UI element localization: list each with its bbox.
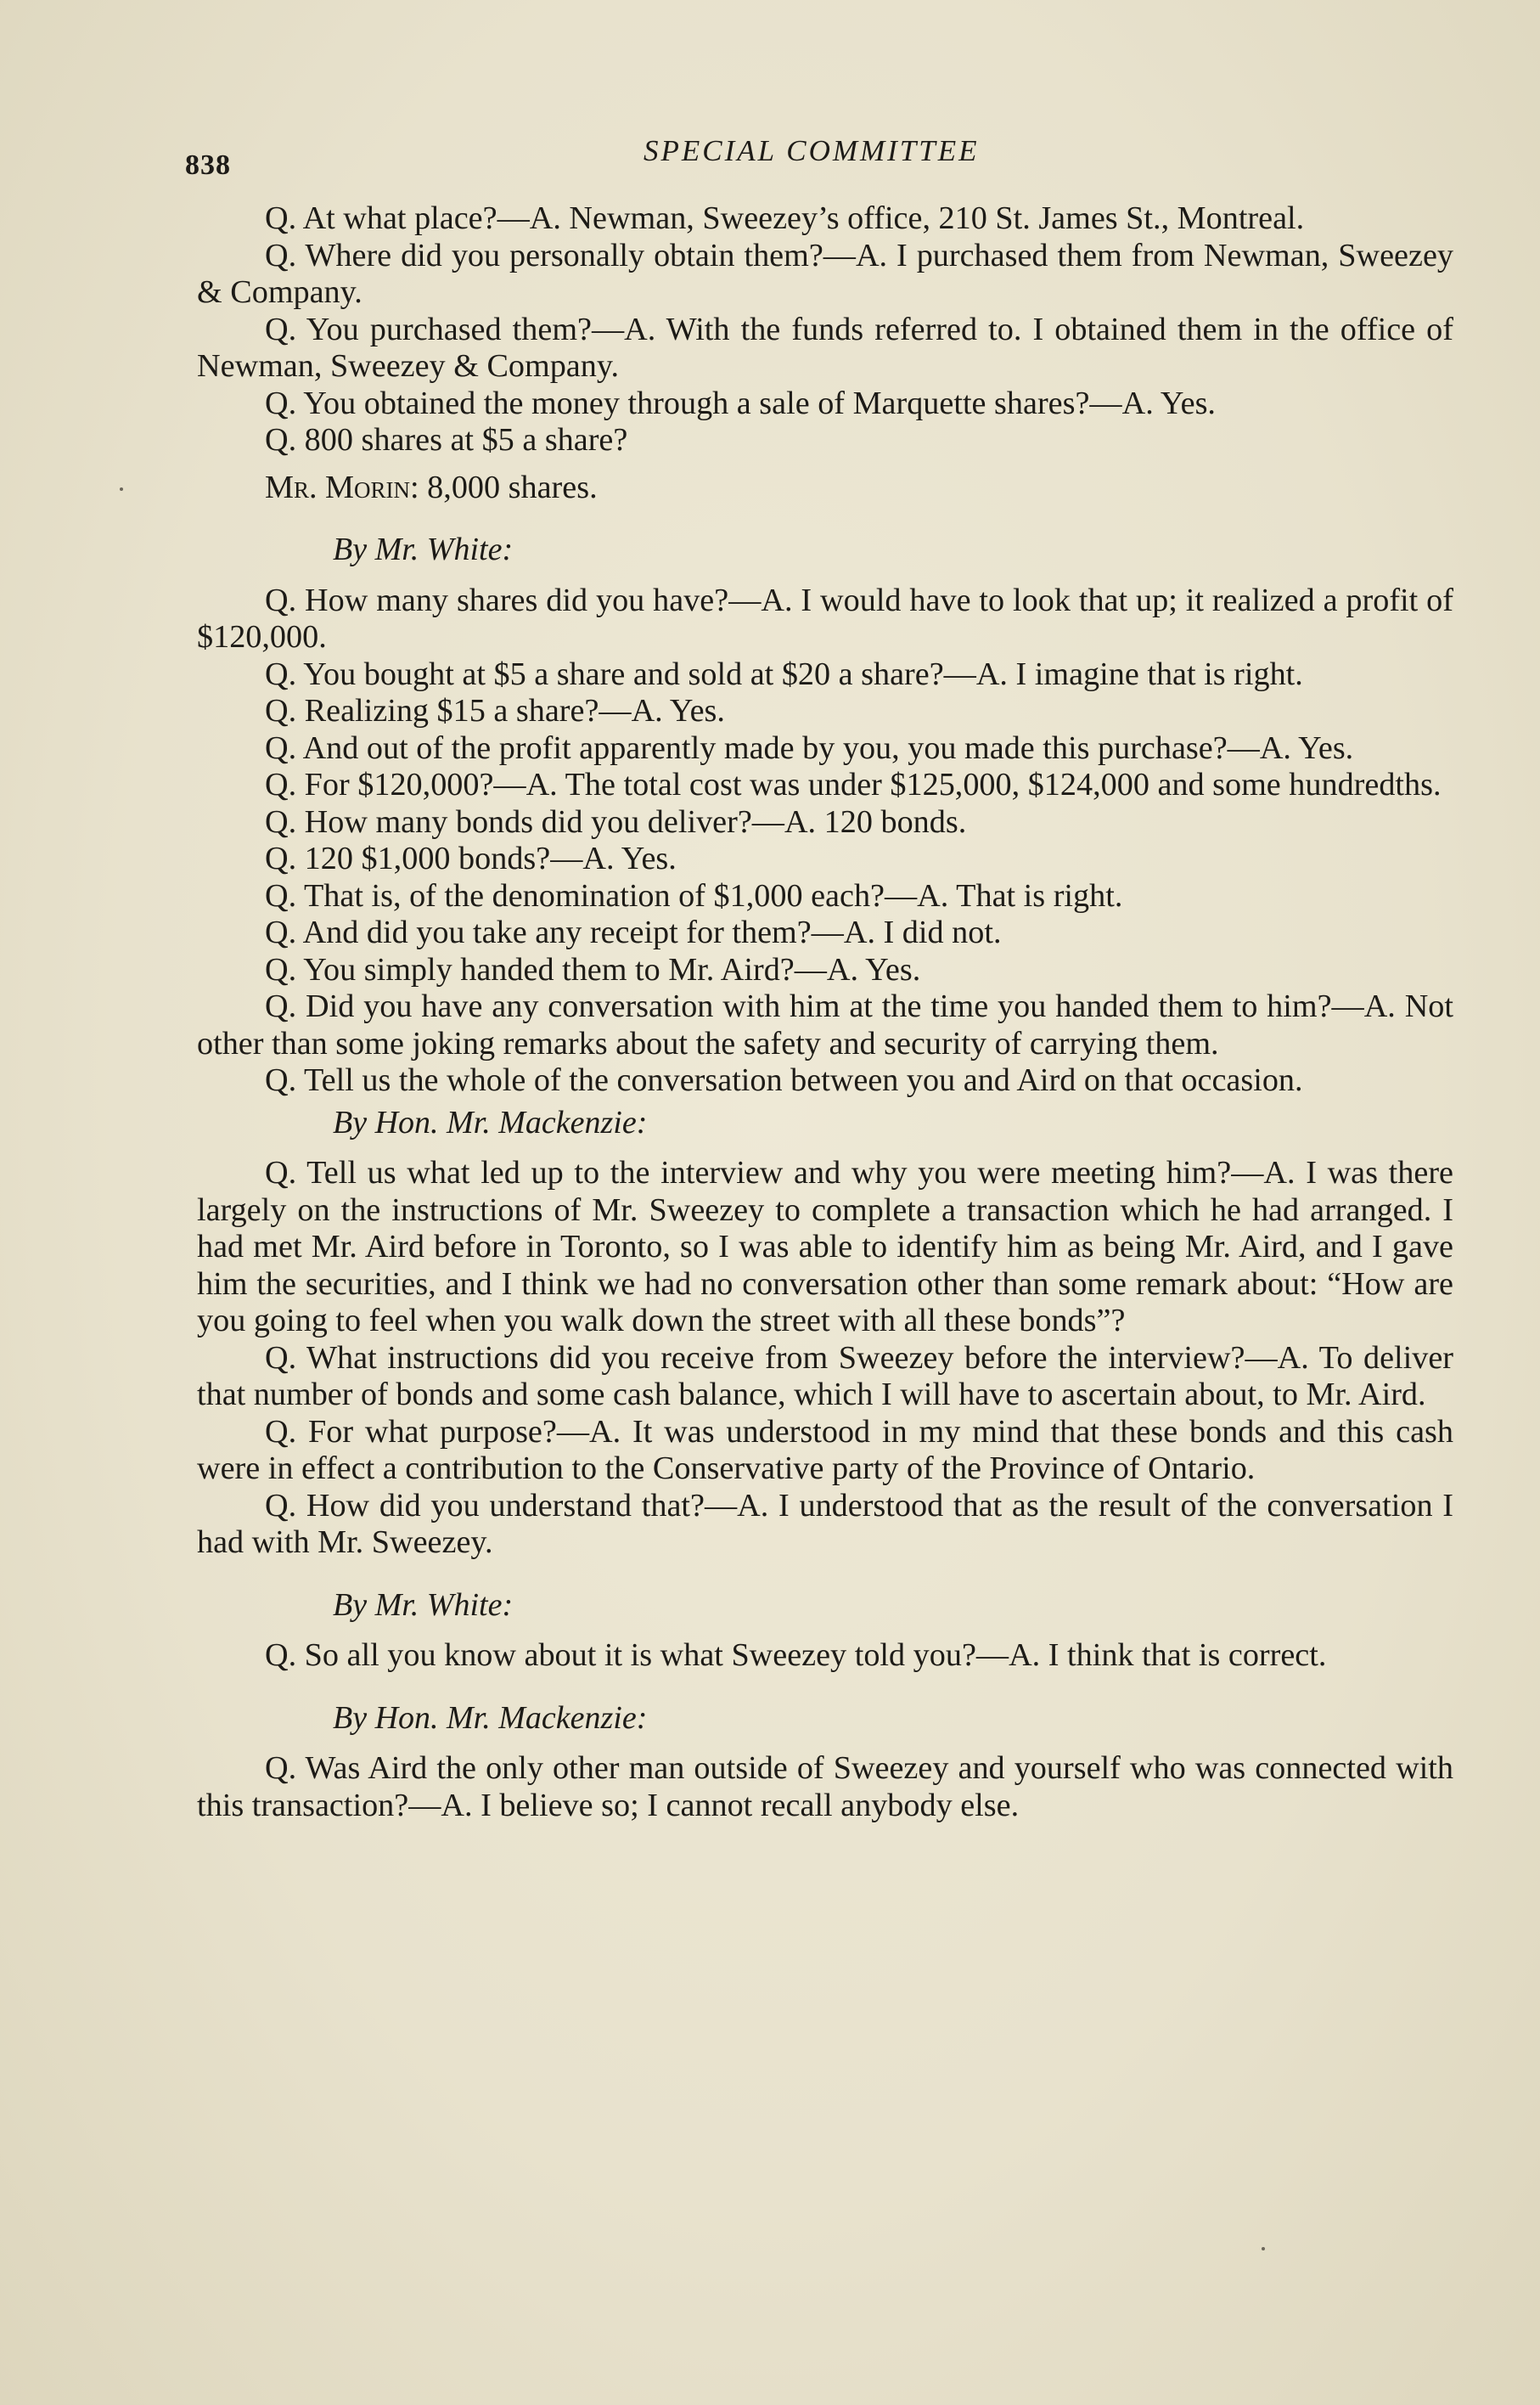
paragraph: Q. Was Aird the only other man outside of Sweezey and yourself who was connected with this transaction?—A. I believe so; I cannot recall anybody else.: [197, 1750, 1453, 1823]
paragraph: Q. You purchased them?—A. With the funds referred to. I obtained them in the office of Newman, Sweezey & Company.: [197, 311, 1453, 384]
paragraph: Q. And out of the profit apparently made by you, you made this purchase?—A. Yes.: [265, 729, 1354, 766]
examiner-heading: By Hon. Mr. Mackenzie:: [333, 1104, 648, 1141]
speaker-statement: [197, 470, 1453, 507]
speaker-text: 8,000 shares.: [427, 469, 598, 505]
paragraph: Q. Where did you personally obtain them?—A. I purchased them from Newman, Sweezey & Company.: [197, 237, 1453, 310]
paragraph: Q. At what place?—A. Newman, Sweezey’s office, 210 St. James St., Montreal.: [265, 200, 1305, 236]
paragraph: Q. Did you have any conversation with him at the time you handed them to him?—A. Not other than some joking remarks about the safety and security of carrying them.: [197, 988, 1453, 1062]
examiner-heading: By Hon. Mr. Mackenzie:: [333, 1699, 648, 1736]
paragraph: Q. How did you understand that?—A. I understood that as the result of the conversation I had with Mr. Sweezey.: [197, 1487, 1453, 1560]
paragraph: Q. So all you know about it is what Sweezey told you?—A. I think that is correct.: [265, 1637, 1327, 1673]
paragraph: Q. For $120,000?—A. The total cost was under $125,000, $124,000 and some hundredths.: [265, 767, 1442, 803]
examiner-heading: By Mr. White:: [333, 532, 514, 567]
paper-speck: [1262, 2247, 1265, 2250]
speaker-name: Mr. Morin:: [265, 469, 419, 505]
paragraph: Q. Realizing $15 a share?—A. Yes.: [265, 693, 725, 729]
paragraph: Q. For what purpose?—A. It was understood in my mind that these bonds and this cash were in effect a contribution to the Conservative party of the Province of Ontario.: [197, 1413, 1453, 1486]
page-number: 838: [185, 149, 231, 181]
paper-speck: [120, 487, 123, 491]
paragraph: Q. 800 shares at $5 a share?: [265, 422, 628, 458]
paragraph: Q. You simply handed them to Mr. Aird?—A. Yes.: [265, 951, 921, 988]
paragraph: Q. You bought at $5 a share and sold at $20 a share?—A. I imagine that is right.: [265, 656, 1303, 692]
running-head: SPECIAL COMMITTEE: [644, 134, 980, 167]
page-header: [185, 134, 1459, 181]
paragraph: Q. You obtained the money through a sale of Marquette shares?—A. Yes.: [265, 385, 1216, 421]
paragraph: Q. How many bonds did you deliver?—A. 120 bonds.: [265, 803, 967, 840]
testimony-text: [197, 200, 1453, 1824]
paragraph: Q. 120 $1,000 bonds?—A. Yes.: [265, 841, 677, 876]
paragraph: Q. That is, of the denomination of $1,000 each?—A. That is right.: [265, 877, 1123, 914]
paragraph: Q. And did you take any receipt for them?—A. I did not.: [265, 915, 1002, 950]
paragraph: Q. How many shares did you have?—A. I would have to look that up; it realized a profit of $120,000.: [197, 582, 1453, 655]
paragraph: Q. Tell us what led up to the interview and why you were meeting him?—A. I was there largely on the instructions of Mr. Sweezey to complete a transaction which he had arranged. I had met Mr. Aird before in Toronto, so I was able to identify him as being Mr. Aird, and I gave him the securities, and I think we had no conversation other than some remark about: “How are you going to feel when you walk down the street with all these bonds”?: [197, 1155, 1453, 1338]
examiner-heading: By Mr. White:: [333, 1586, 514, 1623]
paragraph: Q. Tell us the whole of the conversation between you and Aird on that occasion.: [265, 1062, 1303, 1098]
paragraph: Q. What instructions did you receive from Sweezey before the interview?—A. To deliver that number of bonds and some cash balance, which I will have to ascertain about, to Mr. Aird.: [197, 1339, 1453, 1412]
